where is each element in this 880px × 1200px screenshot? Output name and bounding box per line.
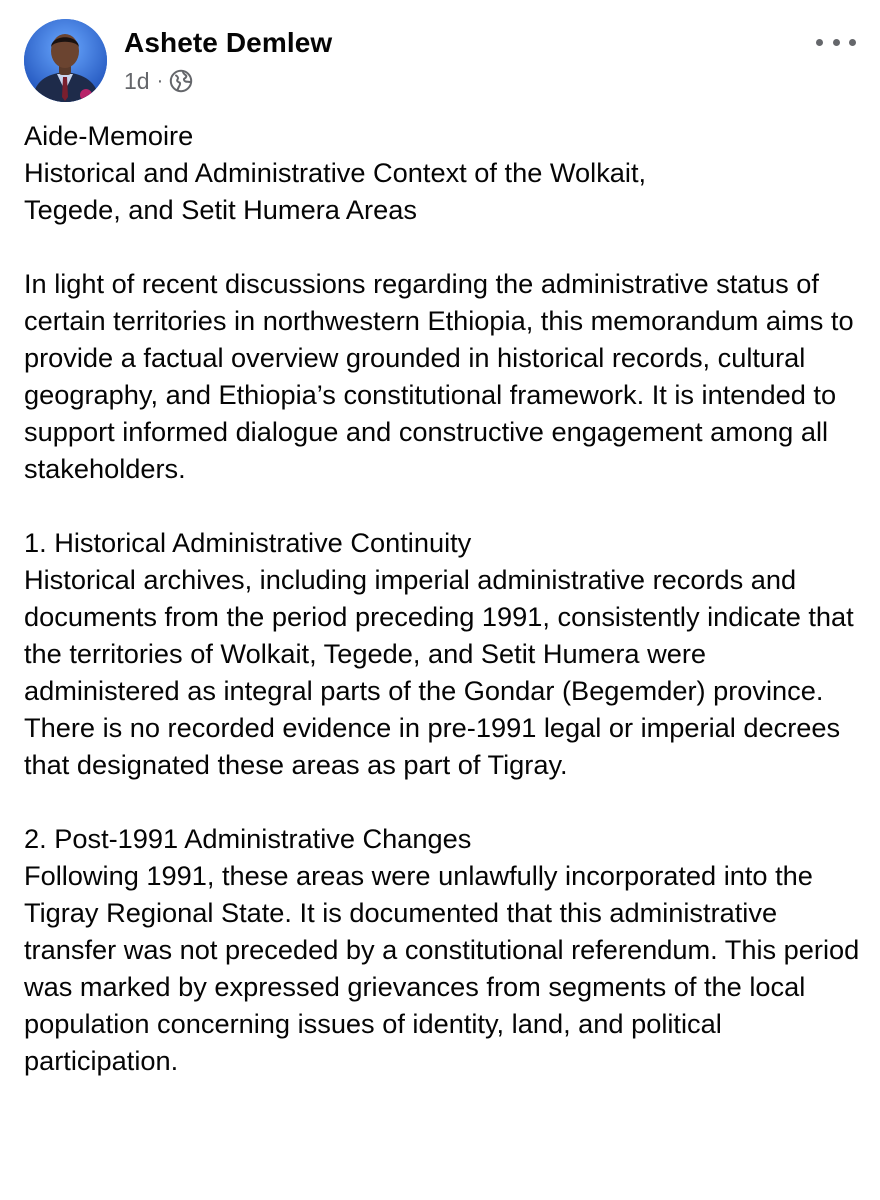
post-body: [24, 117, 860, 1079]
more-options-icon[interactable]: [816, 30, 856, 54]
memo-subtitle-line-2: Tegede, and Setit Humera Areas: [24, 194, 417, 225]
avatar-photo: [24, 19, 107, 102]
memo-title: Aide-Memoire: [24, 120, 194, 151]
post-meta: [124, 66, 193, 96]
post-header: [0, 0, 880, 120]
section-2-text: Following 1991, these areas were unlawfully incorporated into the Tigray Regional State. It is documented that this administrative transfer was not preceded by a constitutional referendum. This period was marked by expressed grievances from segments of the local population concerning issues of identity, land, and political participation.: [24, 860, 860, 1076]
paragraph-gap: [24, 487, 860, 524]
paragraph-gap: [24, 228, 860, 265]
more-dot: [816, 39, 823, 46]
globe-icon[interactable]: [169, 69, 193, 93]
more-dot: [849, 39, 856, 46]
section-2-heading: 2. Post-1991 Administrative Changes: [24, 823, 472, 854]
section-1-text: Historical archives, including imperial administrative records and documents from the period preceding 1991, consistently indicate that the territories of Wolkait, Tegede, and Setit Humera were administered as integral parts of the Gondar (Begemder) province. There is no recorded evidence in pre-1991 legal or imperial decrees that designated these areas as part of Tigray.: [24, 564, 854, 780]
more-dot: [833, 39, 840, 46]
paragraph-gap: [24, 783, 860, 820]
intro-paragraph: In light of recent discussions regarding the administrative status of certain territories in northwestern Ethiopia, this memorandum aims to provide a factual overview grounded in historical records, cultural geography, and Ethiopia’s constitutional framework. It is intended to support informed dialogue and constructive engagement among all stakeholders.: [24, 268, 854, 484]
section-1-heading: 1. Historical Administrative Continuity: [24, 527, 472, 558]
memo-subtitle-line-1: Historical and Administrative Context of the Wolkait,: [24, 157, 647, 188]
author-name[interactable]: Ashete Demlew: [124, 27, 333, 58]
post-timestamp[interactable]: 1d: [124, 67, 150, 94]
meta-separator: ·: [156, 69, 164, 92]
avatar[interactable]: [24, 19, 107, 102]
